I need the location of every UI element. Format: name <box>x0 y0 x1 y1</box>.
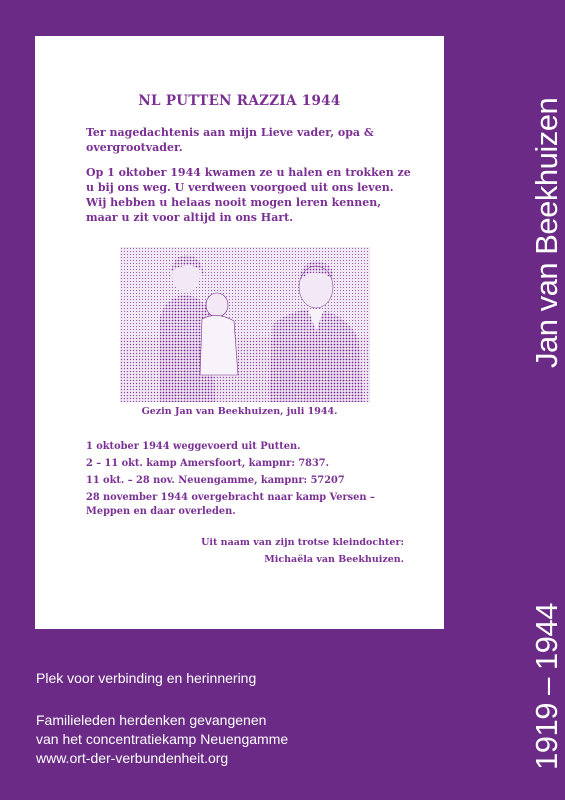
photo-caption: Gezin Jan van Beekhuizen, juli 1944. <box>141 406 338 417</box>
story-text: Op 1 oktober 1944 kwamen ze u halen en trokken ze u bij ons weg. U verdween voorgoed uit ons leven. Wij hebben u helaas nooit mogen leren kennen, maar u zit voor altijd in ons Hart. <box>86 166 411 224</box>
letter-title: NL PUTTEN RAZZIA 1944 <box>138 93 341 109</box>
person-name: Jan van Beekhuizen <box>529 97 564 368</box>
footer-line: van het concentratiekamp Neuengamme <box>36 731 289 747</box>
timeline-entry: 2 – 11 okt. kamp Amersfoort, kampnr: 7837. <box>86 458 330 469</box>
dedication-text: Ter nagedachtenis aan mijn Lieve vader, opa & overgrootvader. <box>86 126 374 154</box>
family-photo <box>120 247 370 402</box>
timeline-entry: 11 okt. – 28 nov. Neuengamme, kampnr: 57207 <box>86 475 345 486</box>
signature-name: Michaëla van Beekhuizen. <box>264 554 404 565</box>
memorial-card <box>35 36 444 629</box>
signature-intro: Uit naam van zijn trotse kleindochter: <box>201 537 404 548</box>
website-link[interactable]: www.ort-der-verbundenheit.org <box>36 750 229 766</box>
footer-info <box>36 711 288 768</box>
memorial-letter <box>35 36 444 629</box>
footer-line: Familieleden herdenken gevangenen <box>36 712 267 728</box>
life-years: 1919 – 1944 <box>529 603 564 770</box>
tagline: Plek voor verbinding en herinnering <box>36 670 257 686</box>
timeline-entry: 1 oktober 1944 weggevoerd uit Putten. <box>86 441 301 452</box>
timeline-entry: 28 november 1944 overgebracht naar kamp Versen – Meppen en daar overleden. <box>86 492 375 517</box>
